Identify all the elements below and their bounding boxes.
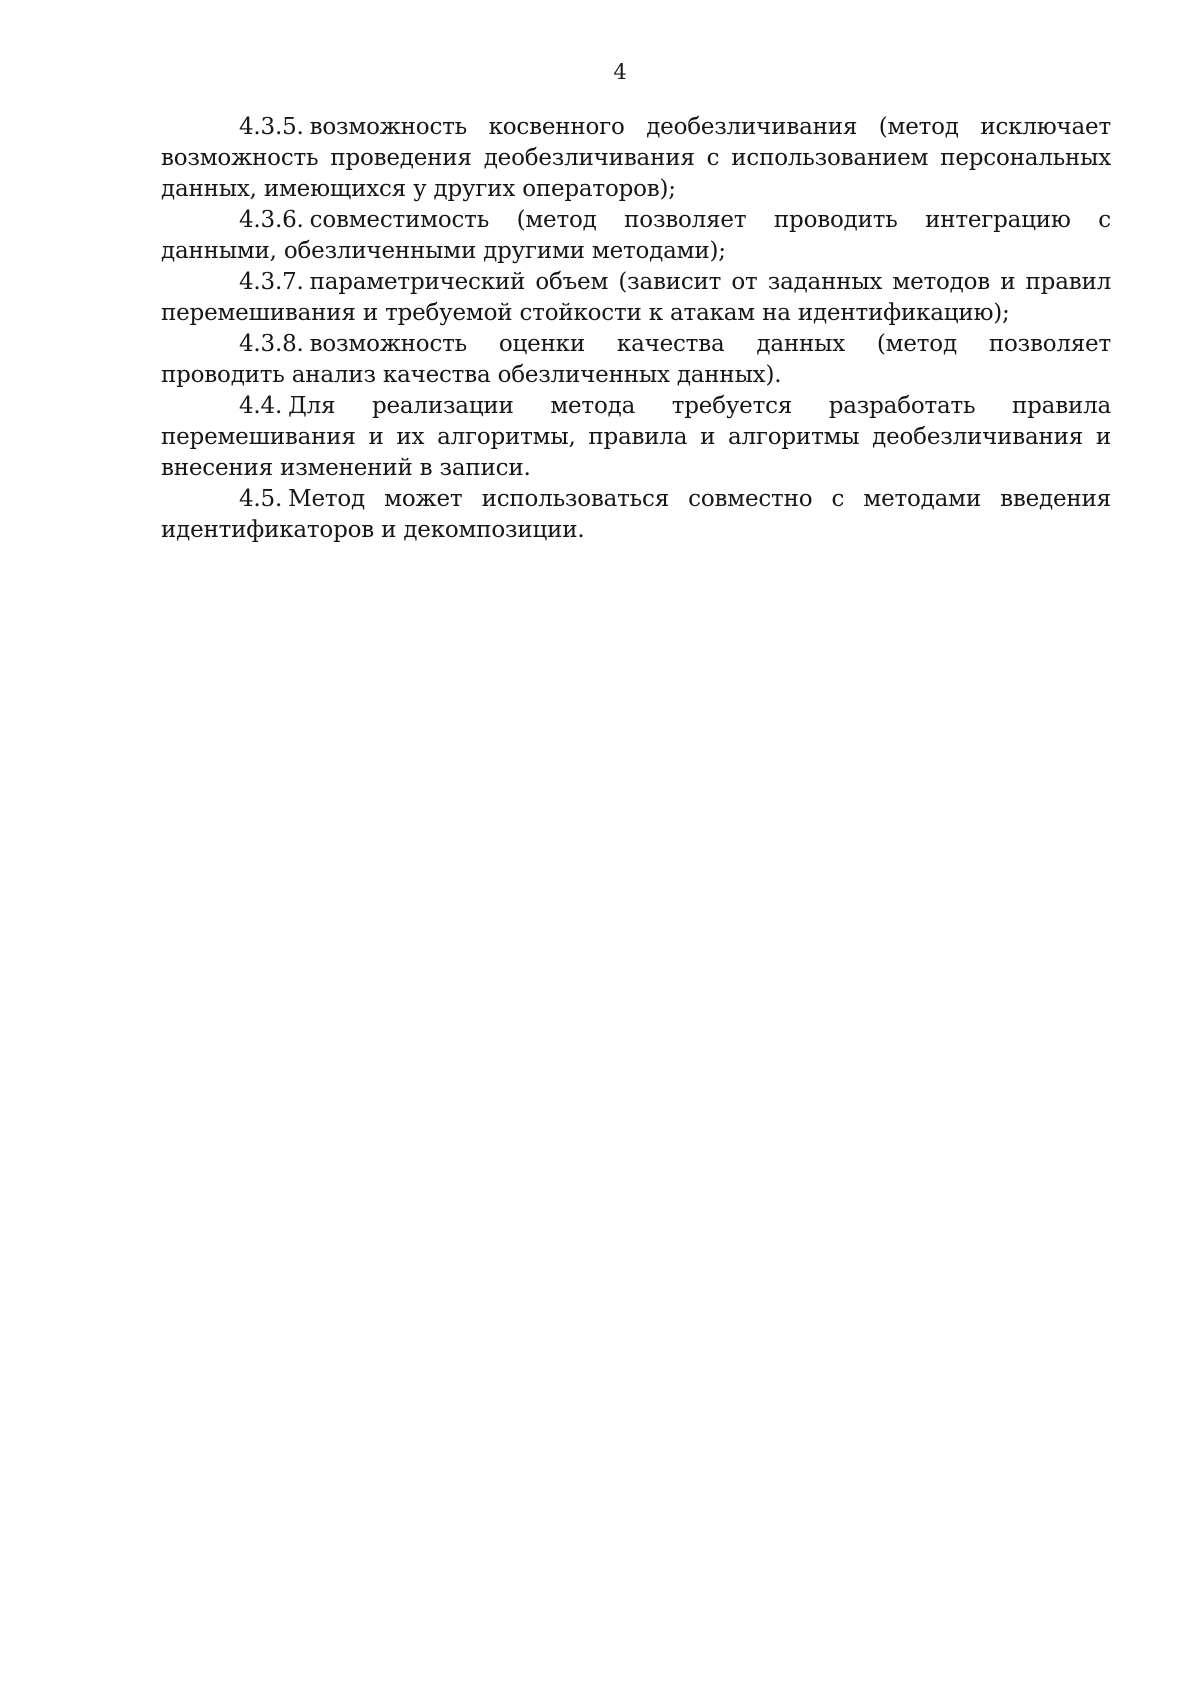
paragraph-number: 4.3.5.	[239, 114, 304, 140]
paragraph-number: 4.3.7.	[239, 269, 304, 295]
paragraph-4-5	[161, 484, 1111, 546]
paragraph-4-3-5	[161, 112, 1111, 205]
paragraph-number: 4.5.	[239, 486, 283, 512]
paragraph-number: 4.3.8.	[239, 331, 304, 357]
paragraph-text: совместимость (метод позволяет проводить интеграцию с данными, обезличенными другими методами);	[161, 207, 1111, 264]
paragraph-4-4	[161, 391, 1111, 484]
paragraph-number: 4.4.	[239, 393, 283, 419]
paragraph-4-3-7	[161, 267, 1111, 329]
paragraph-text: Для реализации метода требуется разработать правила перемешивания и их алгоритмы, правила и алгоритмы деобезличивания и внесения изменений в записи.	[161, 393, 1111, 481]
paragraph-text: Метод может использоваться совместно с методами введения идентификаторов и декомпозиции.	[161, 486, 1111, 543]
paragraph-4-3-8	[161, 329, 1111, 391]
paragraph-number: 4.3.6.	[239, 207, 304, 233]
paragraph-4-3-6	[161, 205, 1111, 267]
paragraph-text: возможность оценки качества данных (метод позволяет проводить анализ качества обезличенных данных).	[161, 331, 1111, 388]
paragraph-text: параметрический объем (зависит от заданных методов и правил перемешивания и требуемой стойкости к атакам на идентификацию);	[161, 269, 1111, 326]
paragraph-text: возможность косвенного деобезличивания (метод исключает возможность проведения деобезличивания с использованием персональных данных, имеющихся у других операторов);	[161, 114, 1111, 202]
document-body	[161, 112, 1111, 546]
page-number: 4	[613, 60, 627, 84]
